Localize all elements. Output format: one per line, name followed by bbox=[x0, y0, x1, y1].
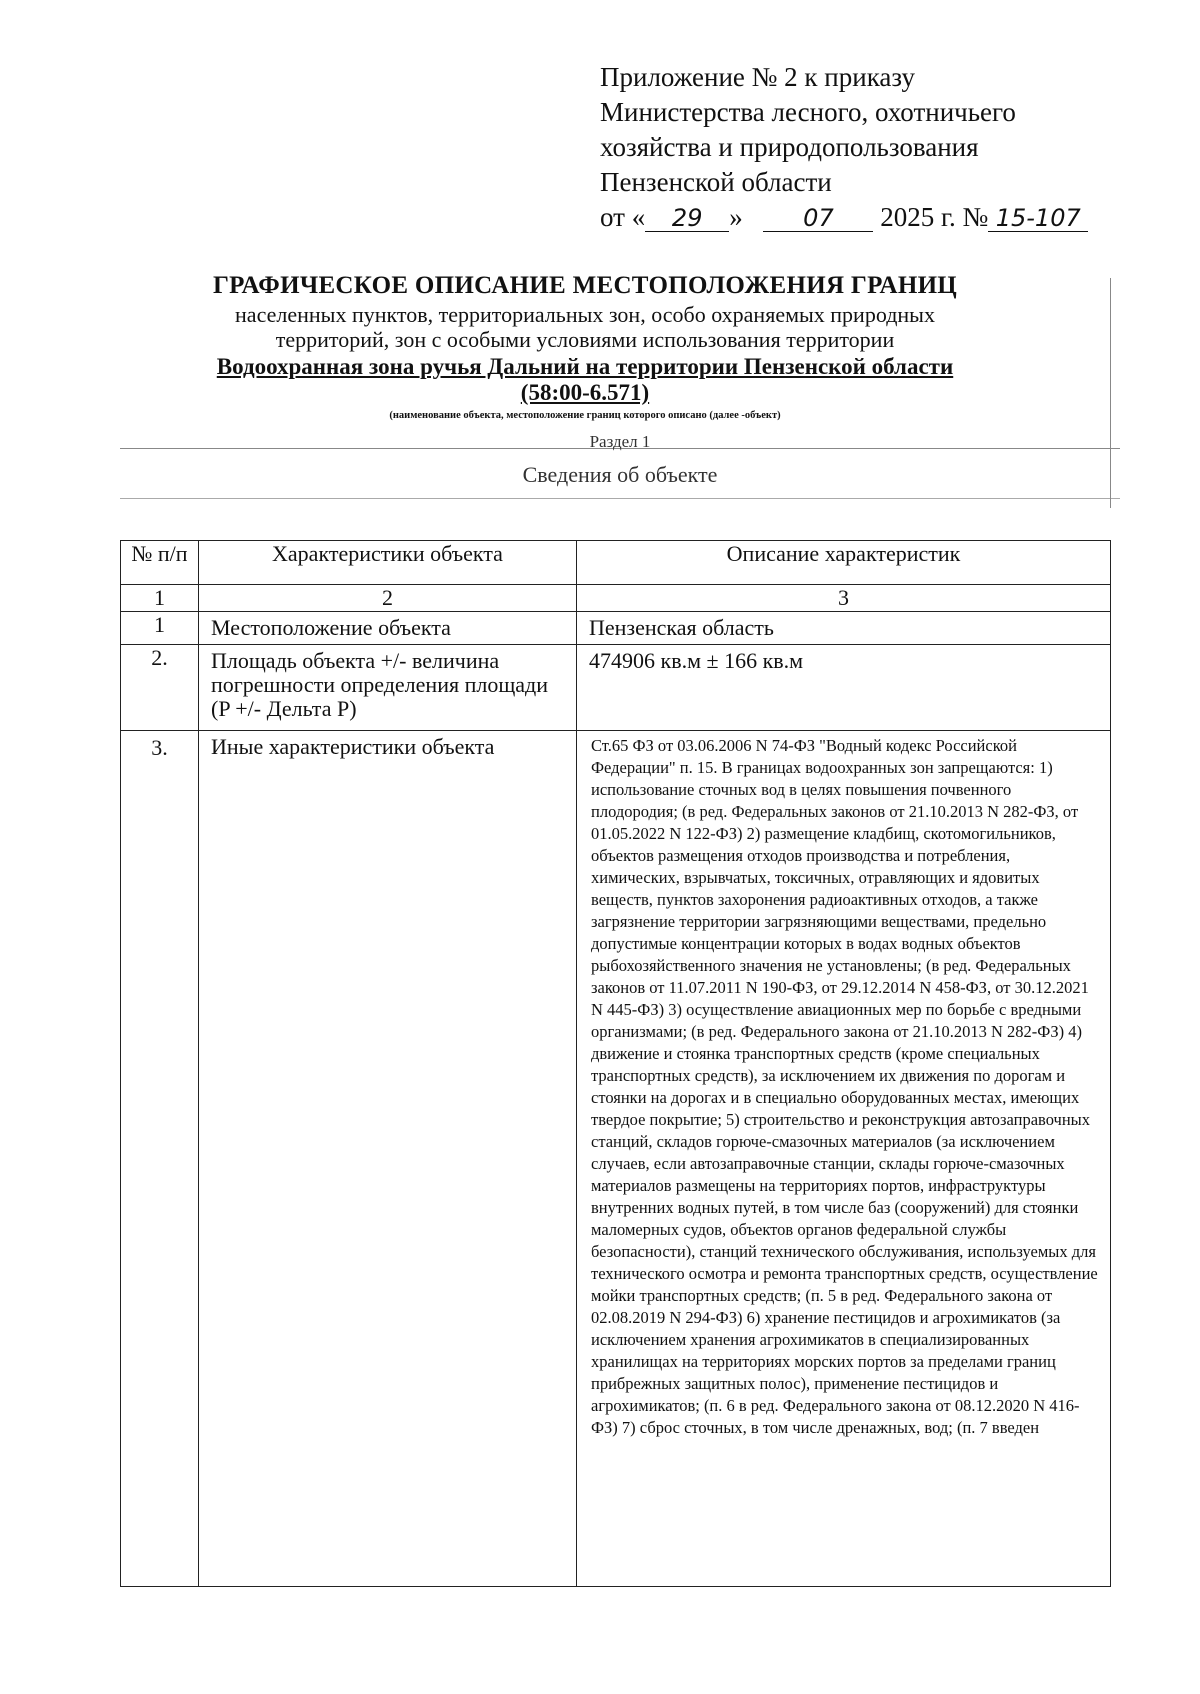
row-num: 3. bbox=[121, 731, 199, 1587]
row-value: Ст.65 ФЗ от 03.06.2006 N 74-ФЗ "Водный кодекс Российской Федерации" п. 15. В границах водоохранных зон запрещаются: 1) использование сточных вод в целях повышения почвенного плодородия; (в ред. Федеральных законов от 21.10.2013 N 282-ФЗ, от 01.05.2022 N 122-ФЗ) 2) размещение кладбищ, скотомогильников, объектов размещения отходов производства и потребления, химических, взрывчатых, токсичных, отравляющих и ядовитых веществ, пунктов захоронения радиоактивных отходов, а также загрязнение территории загрязняющими веществами, предельно допустимые концентрации которых в водах водных объектов рыбохозяйственного значения не установлены; (в ред. Федеральных законов от 11.07.2011 N 190-ФЗ, от 29.12.2014 N 458-ФЗ, от 30.12.2021 N 445-ФЗ) 3) осуществление авиационных мер по борьбе с вредными организмами; (в ред. Федерального закона от 21.10.2013 N 282-ФЗ) 4) движение и стоянка транспортных средств (кроме специальных транспортных средств), за исключением их движения по дорогам и стоянки на дорогах и в специально оборудованных местах, имеющих твердое покрытие; 5) строительство и реконструкция автозаправочных станций, складов горюче-смазочных материалов (за исключением случаев, если автозаправочные станции, склады горюче-смазочных материалов размещены на территориях портов, инфраструктуры внутренних водных путей, в том числе баз (сооружений) для стоянки маломерных судов, объектов органов федеральной службы безопасности), станций технического обслуживания, используемых для технического осмотра и ремонта транспортных средств, осуществление мойки транспортных средств; (п. 5 в ред. Федерального закона от 02.08.2019 N 294-ФЗ) 6) хранение пестицидов и агрохимикатов (за исключением хранения агрохимикатов в специализированных хранилищах на территориях морских портов за пределами границ прибрежных защитных полос), применение пестицидов и агрохимикатов; (п. 6 в ред. Федерального закона от 08.12.2020 N 416-ФЗ) 7) сброс сточных, в том числе дренажных, вод; (п. 7 введен bbox=[577, 731, 1111, 1587]
date-year: 2025 г. № bbox=[880, 202, 989, 232]
table-header-row bbox=[121, 541, 1111, 585]
row-name: Площадь объекта +/- величина погрешности определения площади (P +/- Дельта P) bbox=[199, 645, 577, 731]
object-note: (наименование объекта, местоположение границ которого описано (далее -объект) bbox=[389, 410, 781, 421]
object-code: (58:00-6.571) bbox=[520, 380, 650, 405]
row-num: 2. bbox=[121, 645, 199, 731]
appendix-line-4: Пензенской области bbox=[600, 167, 832, 197]
appendix-date-line bbox=[600, 200, 1088, 235]
row-value: 474906 кв.м ± 166 кв.м bbox=[577, 645, 1111, 731]
appendix-line-1: Приложение № 2 к приказу bbox=[600, 62, 915, 92]
section-label: Раздел 1 bbox=[589, 432, 651, 451]
appendix-line-3: хозяйства и природопользования bbox=[600, 132, 979, 162]
document-subtitle-1: населенных пунктов, территориальных зон, особо охраняемых природных bbox=[235, 302, 935, 327]
appendix-block bbox=[600, 60, 1088, 235]
appendix-line-2: Министерства лесного, охотничьего bbox=[600, 97, 1016, 127]
row-num: 1 bbox=[121, 612, 199, 645]
date-quote: » bbox=[729, 202, 743, 232]
document-title: ГРАФИЧЕСКОЕ ОПИСАНИЕ МЕСТОПОЛОЖЕНИЯ ГРАНИЦ bbox=[212, 272, 958, 299]
object-name: Водоохранная зона ручья Дальний на территории Пензенской области bbox=[216, 354, 954, 379]
table-colnum-row bbox=[121, 585, 1111, 612]
colnum-1: 1 bbox=[121, 585, 199, 612]
table-row bbox=[121, 731, 1111, 1587]
row-value: Пензенская область bbox=[577, 612, 1111, 645]
colnum-2: 2 bbox=[199, 585, 577, 612]
header-characteristics: Характеристики объекта bbox=[199, 541, 577, 585]
section-line-bottom bbox=[120, 498, 1120, 499]
date-day: 29 bbox=[645, 205, 729, 232]
row-name: Иные характеристики объекта bbox=[199, 731, 577, 1587]
header-num: № п/п bbox=[121, 541, 199, 585]
order-number: 15-107 bbox=[988, 205, 1088, 232]
document-subtitle-2: территорий, зон с особыми условиями использования территории bbox=[275, 327, 895, 352]
header-description: Описание характеристик bbox=[577, 541, 1111, 585]
colnum-3: 3 bbox=[577, 585, 1111, 612]
date-prefix: от « bbox=[600, 202, 646, 232]
date-month: 07 bbox=[763, 205, 873, 232]
object-info-table bbox=[120, 540, 1111, 1587]
table-row bbox=[121, 645, 1111, 731]
row-name: Местоположение объекта bbox=[199, 612, 577, 645]
table-row bbox=[121, 612, 1111, 645]
section-title: Сведения об объекте bbox=[522, 462, 718, 487]
